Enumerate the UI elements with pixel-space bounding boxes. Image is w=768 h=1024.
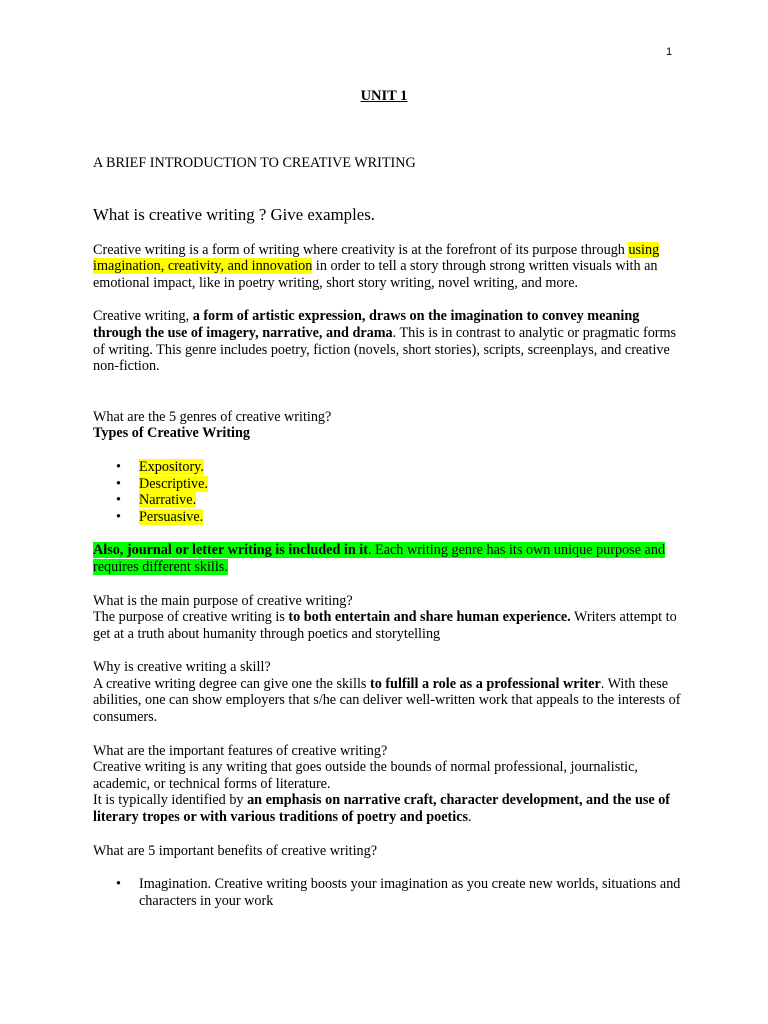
bullet-icon: • [116,492,121,509]
paragraph-skill: A creative writing degree can give one the skills to fulfill a role as a professional writer. With these abilities, one can show employers that s/he can deliver well-written work that appeals to the interests of consumers. [93,675,681,726]
question-benefits: What are 5 important benefits of creative writing? [93,842,378,859]
bold-phrase: a form of artistic expression, draws on the imagination to convey meaning through the use of imagery, narrative, and drama [93,308,640,341]
paragraph-journal-writing: Also, journal or letter writing is included in it. Each writing genre has its own unique purpose and requires different skills. [93,542,666,575]
bullet-icon: • [116,508,121,525]
highlighted-phrase: using imagination, creativity, and innovation [93,241,660,275]
question-main-purpose: What is the main purpose of creative writing? [93,592,353,609]
list-item: • Persuasive. [116,508,204,525]
paragraph-artistic-expression: Creative writing, a form of artistic expression, draws on the imagination to convey meaning through the use of imagery, narrative, and drama. This is in contrast to analytic or pragmatic forms of writing. This genre includes poetry, fiction (novels, short stories), scripts, screenplays, and creative non-fiction. [93,308,677,375]
document-body [93,155,683,909]
paragraph-definition: Creative writing is a form of writing where creativity is at the forefront of its purpose through using imagination, creativity, and innovation in order to tell a story through strong written visuals with an emotional impact, like in poetry writing, short story writing, novel writing, and more. [93,241,660,291]
paragraph-identified: It is typically identified by an emphasis on narrative craft, character development, and the use of literary tropes or with various traditions of poetry and poetics. [93,792,671,826]
types-heading: Types of Creative Writing [93,425,250,442]
bullet-icon: • [116,475,121,492]
question-why-skill: Why is creative writing a skill? [93,659,271,676]
unit-title: UNIT 1 [360,88,408,104]
section-subtitle: A BRIEF INTRODUCTION TO CREATIVE WRITING [93,155,416,171]
paragraph-features: Creative writing is any writing that goes outside the bounds of normal professional, journalistic, academic, or technical forms of literature. [93,759,638,792]
list-item: • Descriptive. [116,475,208,492]
question-features: What are the important features of creative writing? [93,742,388,759]
bullet-icon: • [116,458,121,475]
list-item: • Expository. [116,458,204,475]
bullet-icon: • [116,876,121,893]
page-number: 1 [666,46,673,58]
question-what-is-creative-writing: What is creative writing ? Give examples. [93,204,375,224]
benefits-list [93,876,683,909]
genre-list [93,459,683,525]
question-genres: What are the 5 genres of creative writing? [93,408,332,425]
list-item: • Narrative. [116,492,197,509]
paragraph-purpose: The purpose of creative writing is to both entertain and share human experience. Writers attempt to get at a truth about humanity through poetics and storytelling [93,609,677,642]
list-item: • Imagination. Creative writing boosts your imagination as you create new worlds, situations and characters in your work [116,876,681,909]
